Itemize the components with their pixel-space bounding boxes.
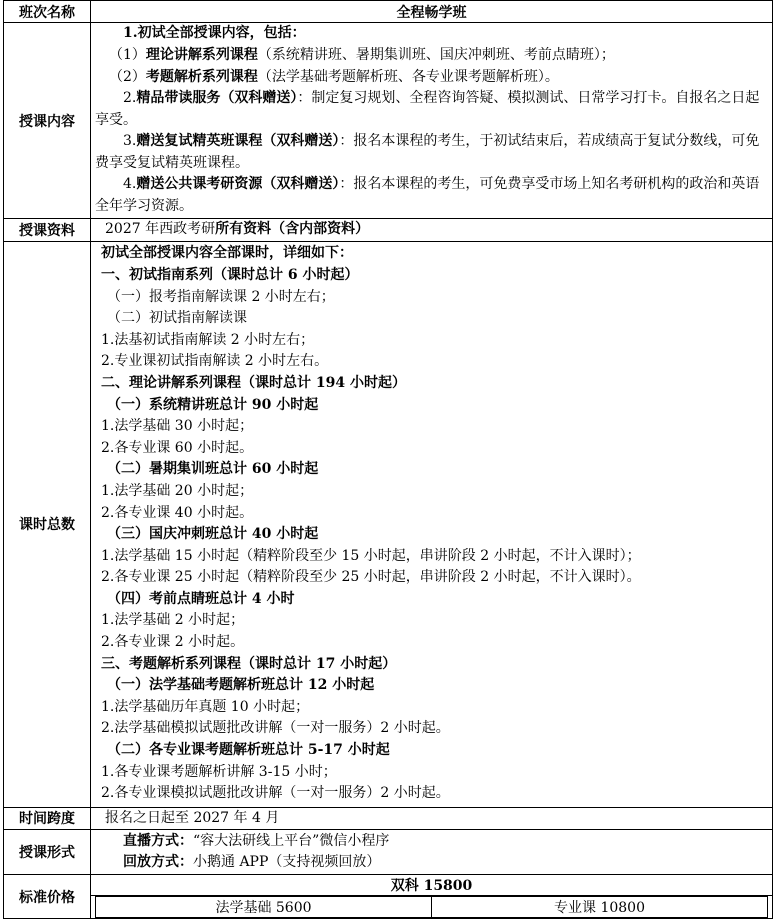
price-row (4, 875, 773, 896)
hours-line: 2.各专业课 2 小时起。 (101, 634, 245, 651)
content-point-2: 2.精品带读服务（双科赠送）：制定复习规划、全程咨询答疑、模拟测试、日常学习打卡。自报名之日起享受。 (95, 90, 760, 128)
hours-line: 2.各专业课 25 小时起（精粹阶段至少 25 小时起，串讲阶段 2 小时起，不计入课时）。 (101, 569, 641, 586)
hours-line: 2.各专业课 60 小时起。 (101, 439, 254, 456)
hours-line: 一、初试指南系列（课时总计 6 小时起） (101, 266, 359, 283)
content-row (4, 23, 773, 219)
content-label: 授课内容 (4, 23, 91, 219)
materials-label: 授课资料 (4, 219, 91, 242)
content-cell (91, 23, 773, 219)
materials-cell: 2027 年西政考研所有资料（含内部资料） (91, 219, 773, 242)
course-info-table (3, 0, 773, 919)
price-law-basics: 法学基础 5600 (96, 897, 432, 918)
class-name: 全程畅学班 (91, 1, 773, 23)
hours-line: 1.法学基础 20 小时起； (101, 482, 254, 499)
content-point-3: 3.赠送复试精英班课程（双科赠送）：报名本课程的考生，于初试结束后，若成绩高于复试分数线，可免费享受复试精英班课程。 (95, 133, 760, 171)
hours-line: 初试全部授课内容全部课时，详细如下： (101, 245, 353, 262)
hours-line: （四）考前点睛班总计 4 小时 (107, 590, 295, 607)
hours-line: 1.法学基础 2 小时起； (101, 612, 245, 629)
content-item-1: （1）理论讲解系列课程（系统精讲班、暑期集训班、国庆冲刺班、考前点睛班）； (109, 46, 615, 63)
hours-line: （二）各专业课考题解析班总计 5-17 小时起 (107, 742, 390, 759)
hours-line: 2.法学基础模拟试题批改讲解（一对一服务）2 小时起。 (101, 720, 450, 737)
materials-row (4, 219, 773, 242)
price-label: 标准价格 (4, 875, 91, 919)
hours-line: 1.各专业课考题解析讲解 3-15 小时； (101, 763, 337, 780)
hours-line: 1.法学基础历年真题 10 小时起； (101, 698, 310, 715)
header-row (4, 1, 773, 23)
price-specialty: 专业课 10800 (432, 897, 768, 918)
content-intro: 1.初试全部授课内容，包括： (123, 25, 306, 42)
hours-cell (91, 241, 773, 807)
hours-line: 1.法基初试指南解读 2 小时左右； (101, 331, 315, 348)
hours-line: 三、考题解析系列课程（课时总计 17 小时起） (101, 655, 397, 672)
hours-line: 1.法学基础 30 小时起； (101, 418, 254, 435)
timespan-label: 时间跨度 (4, 807, 91, 830)
hours-line: （二）初试指南解读课 (107, 310, 247, 327)
hours-line: （二）暑期集训班总计 60 小时起 (107, 461, 319, 478)
hours-line: 二、理论讲解系列课程（课时总计 194 小时起） (101, 374, 406, 391)
price-sub-row (4, 896, 773, 919)
content-item-2: （2）考题解析系列课程（法学基础考题解析班、各专业课考题解析班）。 (109, 68, 559, 85)
hours-line: 1.法学基础 15 小时起（精粹阶段至少 15 小时起，串讲阶段 2 小时起，不计入课时）； (101, 547, 641, 564)
hours-line: 2.各专业课 40 小时起。 (101, 504, 254, 521)
hours-label: 课时总数 (4, 241, 91, 807)
format-cell (91, 830, 773, 875)
hours-line: （一）报考指南解读课 2 小时左右； (107, 288, 335, 305)
header-label: 班次名称 (4, 1, 91, 23)
content-point-4: 4.赠送公共课考研资源（双科赠送）：报名本课程的考生，可免费享受市场上知名考研机构的政治和英语全年学习资源。 (95, 176, 760, 215)
hours-line: （一）系统精讲班总计 90 小时起 (107, 396, 319, 413)
hours-line: （一）法学基础考题解析班总计 12 小时起 (107, 677, 375, 694)
hours-line: 2.专业课初试指南解读 2 小时左右。 (101, 353, 329, 370)
price-total: 双科 15800 (91, 875, 773, 896)
timespan-value: 报名之日起至 2027 年 4 月 (91, 807, 773, 830)
replay-method: 回放方式：小鹅通 APP（支持视频回放） (123, 854, 381, 871)
price-sub-cell (91, 896, 773, 919)
timespan-row (4, 807, 773, 830)
live-method: 直播方式：“容大法研线上平台”微信小程序 (123, 832, 390, 849)
format-label: 授课形式 (4, 830, 91, 875)
hours-line: 2.各专业课模拟试题批改讲解（一对一服务）2 小时起。 (101, 785, 450, 802)
format-row (4, 830, 773, 875)
hours-line: （三）国庆冲刺班总计 40 小时起 (107, 526, 319, 543)
hours-row (4, 241, 773, 807)
